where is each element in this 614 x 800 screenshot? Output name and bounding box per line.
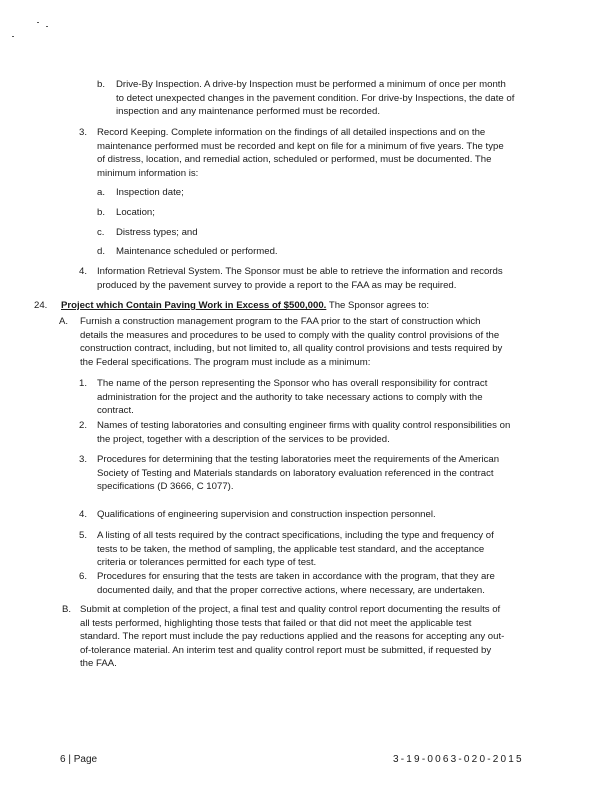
- text-line: Furnish a construction management program to the FAA prior to the start of construction which: [80, 316, 481, 327]
- text-line: criteria or tolerances permitted for each type of test.: [97, 557, 317, 569]
- list-marker: A.: [59, 316, 69, 327]
- list-marker: a.: [97, 187, 106, 198]
- list-marker: 3.: [79, 454, 88, 465]
- text-line: Inspection date;: [116, 187, 184, 198]
- list-marker: 1.: [79, 378, 88, 389]
- text-line: Distress types; and: [116, 227, 198, 238]
- list-item-text: [97, 453, 499, 494]
- text-line: details the measures and procedures to be used to comply with the quality control provisions of the: [80, 329, 500, 341]
- list-marker: 4.: [79, 266, 88, 277]
- text-line: administration for the project and the authority to take necessary actions to comply with the: [97, 391, 483, 403]
- text-line: Names of testing laboratories and consulting engineer firms with quality control responsibilities on: [97, 420, 511, 431]
- text-line: Procedures for determining that the testing laboratories meet the requirements of the American: [97, 454, 500, 465]
- list-marker: c.: [97, 227, 105, 238]
- text-line: Information Retrieval System. The Sponsor must be able to retrieve the information and records: [97, 266, 503, 277]
- text-line: Record Keeping. Complete information on the findings of all detailed inspections and on the: [97, 127, 486, 138]
- text-line: specifications (D 3666, C 1077).: [97, 481, 234, 493]
- text-line: to detect unexpected changes in the pavement condition. For drive-by Inspections, the date of: [116, 92, 515, 104]
- text-line: Maintenance scheduled or performed.: [116, 246, 278, 257]
- scan-speck: [12, 36, 14, 37]
- page-number: 6 | Page: [60, 754, 98, 765]
- list-marker: d.: [97, 246, 106, 257]
- list-item-text: [80, 315, 502, 369]
- text-line: Drive-By Inspection. A drive-by Inspection must be performed a minimum of once per month: [116, 79, 506, 90]
- text-line: The name of the person representing the Sponsor who has overall responsibility for contract: [97, 378, 488, 389]
- text-run: The Sponsor agrees to:: [326, 300, 430, 311]
- text-line: maintenance performed must be recorded and kept on file for a minimum of five years. The type: [97, 140, 504, 152]
- text-line: produced by the pavement survey to provide a report to the FAA as may be required.: [97, 279, 457, 291]
- list-marker: B.: [62, 604, 72, 615]
- text-line: the FAA.: [80, 658, 117, 670]
- list-item-text: [116, 245, 278, 259]
- text-line: Procedures for ensuring that the tests are taken in accordance with the program, that they are: [97, 571, 495, 582]
- list-marker: 2.: [79, 420, 88, 431]
- list-marker: 5.: [79, 530, 88, 541]
- section-heading: Project which Contain Paving Work in Excess of $500,000.: [61, 300, 327, 311]
- list-marker: 6.: [79, 571, 88, 582]
- list-item-text: [97, 126, 504, 180]
- list-item-text: [97, 419, 510, 446]
- list-item-text: [116, 226, 198, 240]
- list-item-text: [97, 377, 487, 418]
- text-line: Society of Testing and Materials standards on laboratory evaluation referenced in the contract: [97, 467, 494, 479]
- list-marker: 24.: [34, 300, 48, 311]
- list-item-text: [116, 78, 514, 119]
- text-line: documented daily, and that the proper corrective actions, where necessary, are undertaken.: [97, 584, 485, 596]
- list-item-text: [97, 529, 494, 570]
- list-item-text: [80, 603, 504, 671]
- text-line: of-tolerance material. An interim test and quality control report must be submitted, if requested by: [80, 644, 492, 656]
- scan-speck: [37, 22, 39, 23]
- list-marker: b.: [97, 207, 106, 218]
- text-line: the project, together with a description of the services to be provided.: [97, 433, 390, 445]
- scan-speck: [46, 26, 48, 27]
- text-line: standard. The report must include the pay reductions applied and the reasons for accepting any out-: [80, 631, 505, 643]
- list-item-text: [116, 206, 155, 220]
- text-line: contract.: [97, 405, 134, 417]
- list-marker: 3.: [79, 127, 88, 138]
- list-marker: b.: [97, 79, 106, 90]
- list-item-text: [116, 186, 184, 200]
- document-number: 3-19-0063-020-2015: [393, 754, 524, 765]
- list-item-text: [97, 508, 436, 522]
- text-line: of distress, location, and remedial action, scheduled or performed, must be documented. The: [97, 154, 492, 166]
- list-item-text: [61, 299, 429, 313]
- text-line: the Federal specifications. The program must include as a minimum:: [80, 356, 371, 368]
- text-line: construction contract, including, but not limited to, all quality control provisions and tests required by: [80, 343, 503, 355]
- text-line: Submit at completion of the project, a final test and quality control report documenting the results of: [80, 604, 501, 615]
- text-line: minimum information is:: [97, 167, 199, 179]
- text-line: Location;: [116, 207, 155, 218]
- text-line: Qualifications of engineering supervision and construction inspection personnel.: [97, 509, 436, 520]
- list-item-text: [97, 265, 503, 292]
- text-line: [61, 299, 429, 313]
- list-marker: 4.: [79, 509, 88, 520]
- text-line: inspection and any maintenance performed must be recorded.: [116, 106, 380, 118]
- text-line: all tests performed, highlighting those tests that failed or that did not meet the applicable test: [80, 617, 472, 629]
- list-item-text: [97, 570, 495, 597]
- text-line: tests to be taken, the method of sampling, the applicable test standard, and the acceptance: [97, 543, 485, 555]
- text-line: A listing of all tests required by the contract specifications, including the type and frequency of: [97, 530, 494, 541]
